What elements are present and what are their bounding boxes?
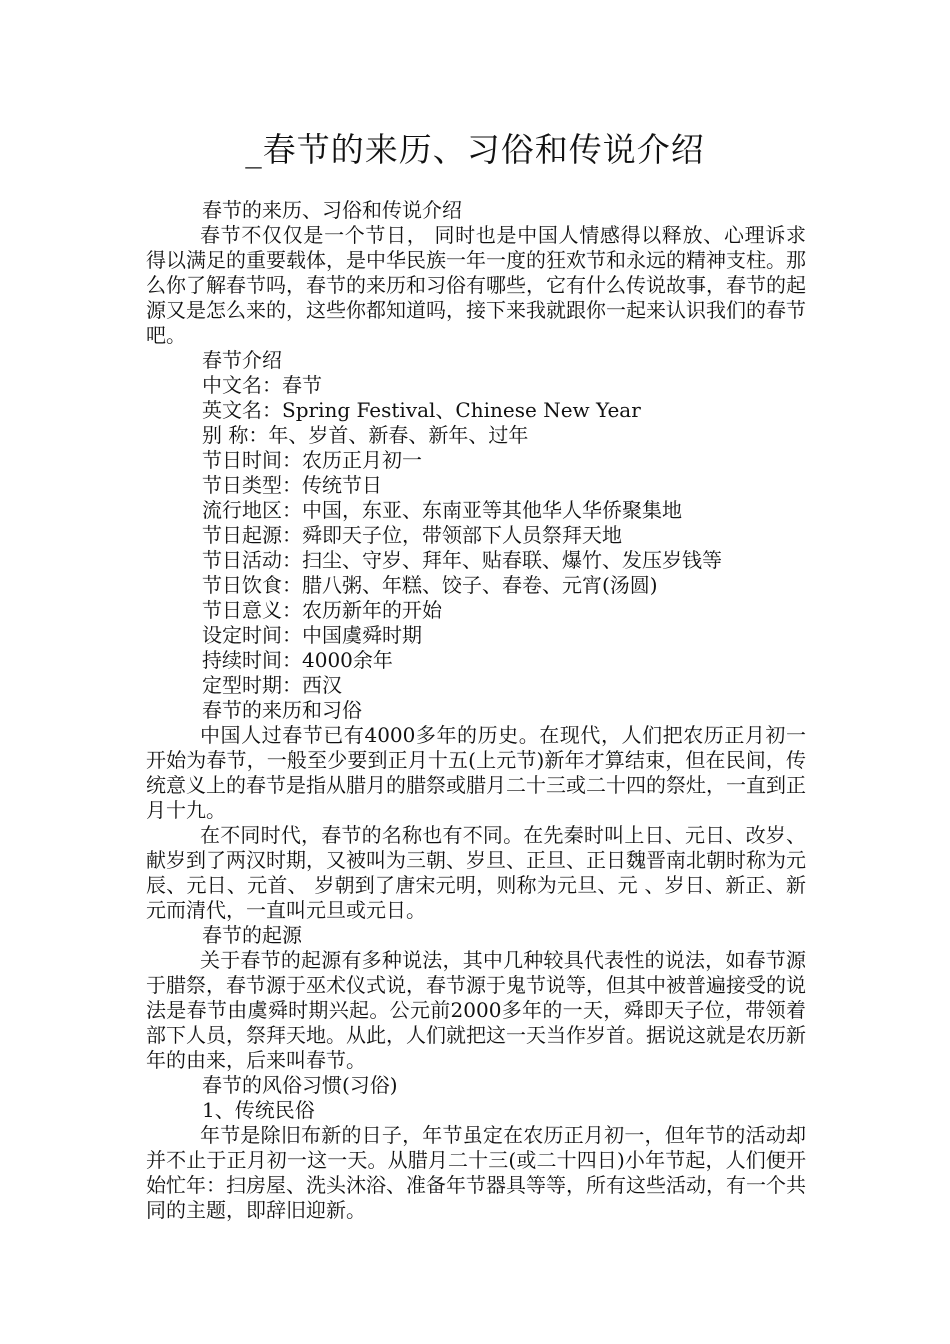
paragraph-origin: 关于春节的起源有多种说法，其中几种较具代表性的说法，如春节源于腊祭，春节源于巫术仪式说，春节源于鬼节说等，但其中被普遍接受的说法是春节由虞舜时期兴起。公元前2000多年的一天，舜即天子位，带领着部下人员，祭拜天地。从此，人们就把这一天当作岁首。据说这就是农历新年的由来，后来叫春节。 <box>146 948 806 1072</box>
info-line-alias: 别 称：年、岁首、新春、新年、过年 <box>202 423 529 447</box>
info-line-meaning: 节日意义：农历新年的开始 <box>202 598 442 622</box>
info-line-duration: 持续时间：4000余年 <box>202 648 393 672</box>
section-heading-intro: 春节介绍 <box>202 348 282 372</box>
info-line-food: 节日饮食：腊八粥、年糕、饺子、春卷、元宵(汤圆) <box>202 573 658 597</box>
subheading-traditional: 1、传统民俗 <box>202 1098 315 1122</box>
info-line-finalized: 定型时期：西汉 <box>202 673 342 697</box>
paragraph-intro: 春节不仅仅是一个节日， 同时也是中国人情感得以释放、心理诉求得以满足的重要载体，是中华民族一年一度的狂欢节和永远的精神支柱。那么你了解春节吗，春节的来历和习俗有哪些，它有什么传说故事，春节的起源又是怎么来的，这些你都知道吗，接下来我就跟你一起来认识我们的春节吧。 <box>146 223 806 347</box>
info-line-type: 节日类型：传统节日 <box>202 473 382 497</box>
info-line-origin: 节日起源：舜即天子位，带领部下人员祭拜天地 <box>202 523 622 547</box>
document-title: _春节的来历、习俗和传说介绍 <box>245 130 705 169</box>
info-line-region: 流行地区：中国，东亚、东南亚等其他华人华侨聚集地 <box>202 498 682 522</box>
info-line-set-time: 设定时间：中国虞舜时期 <box>202 623 422 647</box>
info-line-date: 节日时间：农历正月初一 <box>202 448 422 472</box>
paragraph-history: 中国人过春节已有4000多年的历史。在现代，人们把农历正月初一开始为春节，一般至少要到正月十五(上元节)新年才算结束，但在民间，传统意义上的春节是指从腊月的腊祭或腊月二十三或二十四的祭灶，一直到正月十九。 <box>146 723 806 822</box>
info-line-english-name: 英文名：Spring Festival、Chinese New Year <box>202 398 641 422</box>
section-heading-history: 春节的来历和习俗 <box>202 698 362 722</box>
paragraph-names: 在不同时代，春节的名称也有不同。在先秦时叫上日、元日、改岁、献岁到了两汉时期，又被叫为三朝、岁旦、正旦、正日魏晋南北朝时称为元辰、元日、元首、 岁朝到了唐宋元明，则称为元旦、元 、岁日、新正、新元而清代，一直叫元旦或元日。 <box>146 823 806 922</box>
paragraph-heading: 春节的来历、习俗和传说介绍 <box>202 198 462 222</box>
info-line-activities: 节日活动：扫尘、守岁、拜年、贴春联、爆竹、发压岁钱等 <box>202 548 722 572</box>
section-heading-customs: 春节的风俗习惯(习俗) <box>202 1073 398 1097</box>
document-body <box>146 198 806 1223</box>
paragraph-customs: 年节是除旧布新的日子，年节虽定在农历正月初一，但年节的活动却并不止于正月初一这一天。从腊月二十三(或二十四日)小年节起，人们便开始忙年：扫房屋、洗头沐浴、准备年节器具等等，所有这些活动，有一个共同的主题，即辞旧迎新。 <box>146 1123 806 1222</box>
section-heading-origin: 春节的起源 <box>202 923 302 947</box>
info-line-chinese-name: 中文名：春节 <box>202 373 322 397</box>
